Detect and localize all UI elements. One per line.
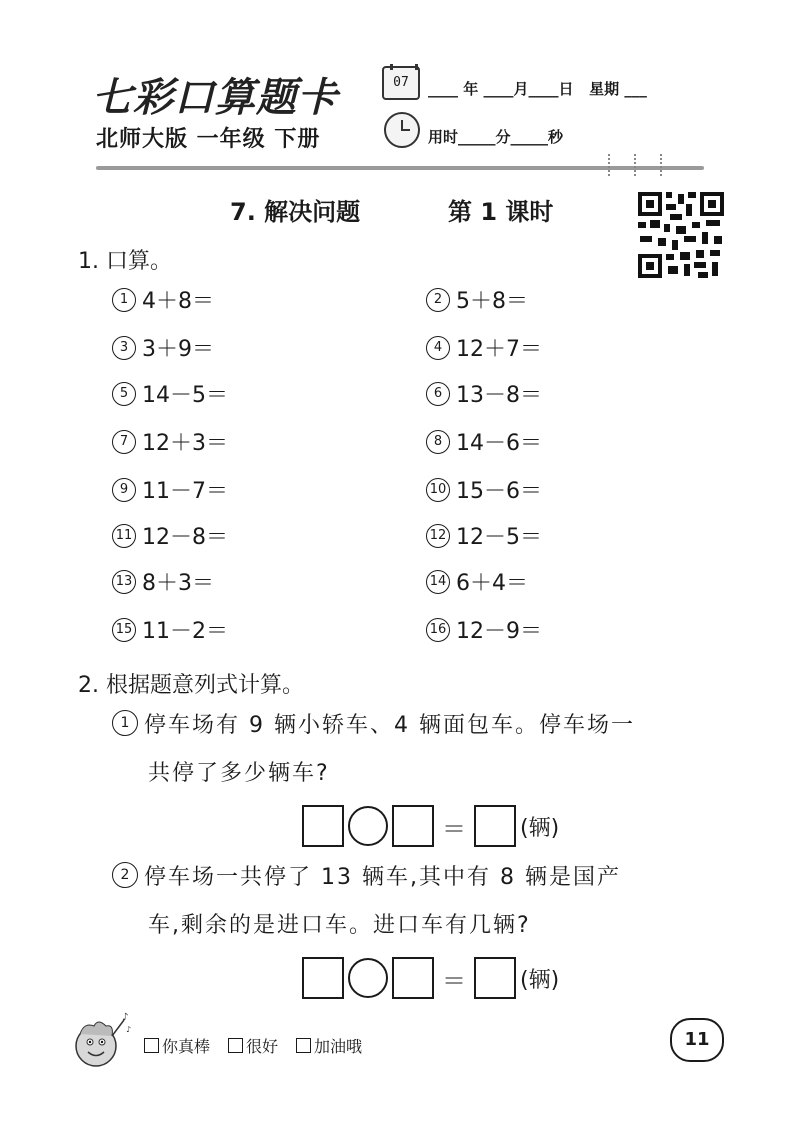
svg-text:♪: ♪ [126,1025,132,1034]
section-title: 7. 解决问题 [230,198,361,226]
answer-template-2 [302,958,559,998]
problem-item [112,566,214,597]
problem-item [426,426,542,457]
question-2-heading: 2. 根据题意列式计算。 [78,673,304,698]
header-divider [96,166,704,170]
problem-number: 10 [426,478,450,502]
problem-item [426,520,542,551]
problem-expression: 5＋8＝ [456,289,528,314]
problem-item [112,284,214,315]
checkbox[interactable] [144,1038,159,1053]
result-box[interactable] [474,957,516,999]
problem-item [112,474,228,505]
problem-number: 6 [426,382,450,406]
word-problem-text: 车,剩余的是进口车。进口车有几辆? [148,913,531,938]
problem-expression: 8＋3＝ [142,571,214,596]
clock-icon [384,112,420,148]
problem-item [426,566,528,597]
problem-number: 13 [112,570,136,594]
question-1-heading: 1. 口算。 [78,249,172,274]
lesson-title: 第 1 课时 [448,198,554,226]
answer-template-1 [302,806,559,846]
operator-circle[interactable] [348,958,388,998]
problem-expression: 6＋4＝ [456,571,528,596]
problem-expression: 11－7＝ [142,479,228,504]
problem-number: 1 [112,710,138,736]
problem-item [426,332,542,363]
result-box[interactable] [474,805,516,847]
mascot-icon [66,1006,136,1076]
calendar-icon [382,66,420,100]
problem-expression: 12－9＝ [456,619,542,644]
problem-number: 9 [112,478,136,502]
edition-label: 北师大版 一年级 下册 [96,127,321,152]
word-problem-text: 停车场一共停了 13 辆车,其中有 8 辆是国产 [144,865,621,890]
unit-label: (辆) [520,815,560,841]
problem-expression: 12－8＝ [142,525,228,550]
problem-item [426,284,528,315]
problem-expression: 14－5＝ [142,383,228,408]
equals-sign: ＝ [442,814,466,843]
problem-expression: 12＋3＝ [142,431,228,456]
svg-text:♪: ♪ [122,1012,129,1023]
rating-options [144,1034,362,1057]
problem-item [112,520,228,551]
rating-option[interactable] [296,1034,362,1057]
checkbox[interactable] [296,1038,311,1053]
answer-box[interactable] [302,957,344,999]
checkbox[interactable] [228,1038,243,1053]
problem-expression: 12－5＝ [456,525,542,550]
word-problem-2 [112,854,722,950]
problem-expression: 4＋8＝ [142,289,214,314]
problem-expression: 12＋7＝ [456,337,542,362]
binder-pin-icon [608,154,614,176]
page-number: 11 [670,1018,724,1062]
problem-number: 12 [426,524,450,548]
problem-number: 3 [112,336,136,360]
problem-item [112,614,228,645]
answer-box[interactable] [392,957,434,999]
problem-item [426,474,542,505]
problem-number: 7 [112,430,136,454]
answer-box[interactable] [392,805,434,847]
rating-option[interactable] [144,1034,210,1057]
problem-item [112,332,214,363]
problem-item [426,614,542,645]
problem-number: 15 [112,618,136,642]
problem-number: 14 [426,570,450,594]
word-problem-text: 停车场有 9 辆小轿车、4 辆面包车。停车场一 [144,713,635,738]
rating-label: 很好 [246,1037,279,1056]
qr-code-icon [636,190,726,280]
equals-sign: ＝ [442,966,466,995]
problem-expression: 13－8＝ [456,383,542,408]
problem-number: 1 [112,288,136,312]
rating-label: 加油哦 [314,1037,363,1056]
rating-label: 你真棒 [162,1037,211,1056]
problem-number: 16 [426,618,450,642]
date-fill-line: ____ 年 ____月____日 星期 ___ [428,80,647,98]
calendar-number: 07 [393,75,409,90]
problem-number: 8 [426,430,450,454]
problem-number: 2 [112,862,138,888]
binder-pin-icon [634,154,640,176]
word-problem-text: 共停了多少辆车? [148,761,330,786]
rating-option[interactable] [228,1034,278,1057]
problem-item [112,426,228,457]
time-fill-line: 用时_____分_____秒 [428,128,564,146]
word-problem-1 [112,702,722,798]
unit-label: (辆) [520,967,560,993]
problem-expression: 3＋9＝ [142,337,214,362]
problem-number: 11 [112,524,136,548]
problem-expression: 15－6＝ [456,479,542,504]
problem-expression: 11－2＝ [142,619,228,644]
problem-item [426,378,542,409]
answer-box[interactable] [302,805,344,847]
problem-number: 2 [426,288,450,312]
problem-item [112,378,228,409]
brand-title: 七彩口算题卡 [92,74,338,121]
problem-number: 5 [112,382,136,406]
binder-pin-icon [660,154,666,176]
problem-number: 4 [426,336,450,360]
operator-circle[interactable] [348,806,388,846]
problem-expression: 14－6＝ [456,431,542,456]
